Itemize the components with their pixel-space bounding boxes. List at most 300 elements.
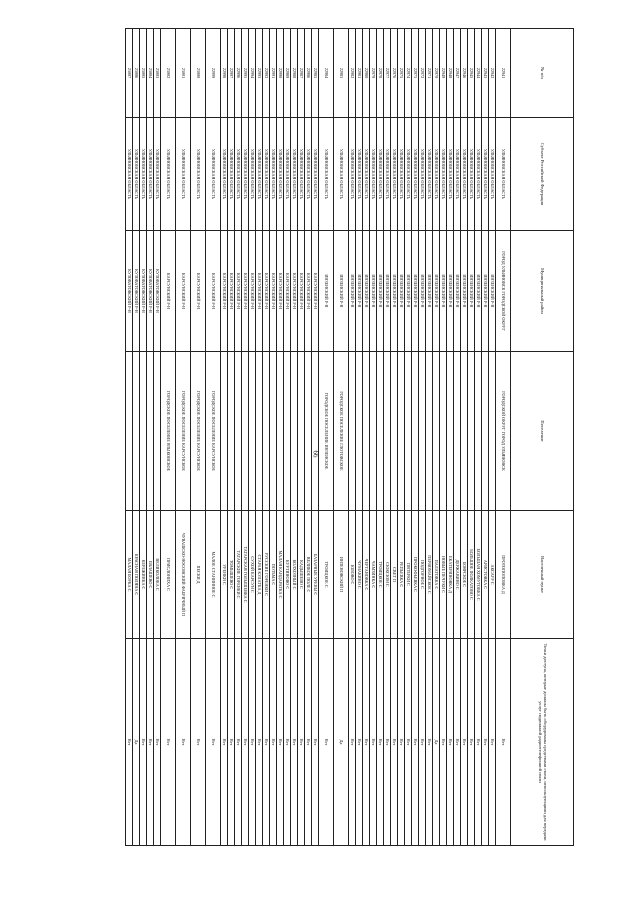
cell-subject: УЛЬЯНОВСКАЯ ОБЛАСТЬ: [284, 118, 291, 231]
cell-subject: УЛЬЯНОВСКАЯ ОБЛАСТЬ: [133, 118, 140, 231]
cell-district: ИНЗЕНСКИЙ Р-Н: [391, 231, 398, 352]
table-row: [475, 29, 482, 846]
cell-subject: УЛЬЯНОВСКАЯ ОБЛАСТЬ: [447, 118, 454, 231]
cell-access: Нет: [356, 639, 363, 846]
cell-num: 22998: [221, 29, 228, 118]
cell-district: КАРСУНСКИЙ Р-Н: [206, 231, 221, 352]
table-row: [256, 29, 263, 846]
table-row: [147, 29, 154, 846]
cell-num: 22989: [284, 29, 291, 118]
cell-num: 23007: [126, 29, 133, 118]
cell-settlement: [235, 352, 242, 511]
table-row: [405, 29, 412, 846]
cell-access: Нет: [221, 639, 228, 846]
cell-subject: УЛЬЯНОВСКАЯ ОБЛАСТЬ: [377, 118, 384, 231]
table-row: [447, 29, 454, 846]
cell-settlement: [356, 352, 363, 511]
cell-district: ИНЗЕНСКИЙ Р-Н: [405, 231, 412, 352]
cell-num: 22985: [312, 29, 319, 118]
cell-access: Нет: [377, 639, 384, 846]
header-num: № п/п: [511, 29, 574, 118]
cell-district: ИНЗЕНСКИЙ Р-Н: [377, 231, 384, 352]
cell-locality: НОВЫЕ ПЕЧУКИ С: [440, 511, 447, 639]
cell-access: Нет: [468, 639, 475, 846]
cell-num: 22995: [242, 29, 249, 118]
table-row: [126, 29, 133, 846]
cell-settlement: [363, 352, 370, 511]
table-row: [228, 29, 235, 846]
cell-access: Нет: [405, 639, 412, 846]
cell-locality: МАЛОЕ СТАНИННОЕ С: [206, 511, 221, 639]
cell-subject: УЛЬЯНОВСКАЯ ОБЛАСТЬ: [256, 118, 263, 231]
cell-access: Нет: [398, 639, 405, 846]
cell-locality: БОЛЬШАЯ ХОМУТОВКА С: [475, 511, 482, 639]
cell-num: 23001: [176, 29, 191, 118]
cell-settlement: [312, 352, 319, 511]
cell-subject: УЛЬЯНОВСКАЯ ОБЛАСТЬ: [461, 118, 468, 231]
table-row: [384, 29, 391, 846]
cell-access: Нет: [263, 639, 270, 846]
cell-subject: УЛЬЯНОВСКАЯ ОБЛАСТЬ: [147, 118, 154, 231]
cell-num: 22945: [468, 29, 475, 118]
table-row: [235, 29, 242, 846]
cell-locality: РУССКИЕ ГОРЕНКИ С: [263, 511, 270, 639]
cell-locality: ЕВЛАШЕВО С: [147, 511, 154, 639]
cell-subject: УЛЬЯНОВСКАЯ ОБЛАСТЬ: [405, 118, 412, 231]
cell-subject: УЛЬЯНОВСКАЯ ОБЛАСТЬ: [263, 118, 270, 231]
cell-locality: ТАТАРСКАЯ ГОЛЫШЕВКА С: [242, 511, 249, 639]
cell-subject: УЛЬЯНОВСКАЯ ОБЛАСТЬ: [277, 118, 284, 231]
table-row: [206, 29, 221, 846]
cell-access: Да: [433, 639, 440, 846]
cell-subject: УЛЬЯНОВСКАЯ ОБЛАСТЬ: [349, 118, 356, 231]
cell-district: ИНЗЕНСКИЙ Р-Н: [461, 231, 468, 352]
cell-district: ИНЗЕНСКИЙ Р-Н: [426, 231, 433, 352]
cell-settlement: [419, 352, 426, 511]
table-row: [277, 29, 284, 846]
cell-num: 22974: [405, 29, 412, 118]
cell-locality: МАЛАЯ БОРКА С: [126, 511, 133, 639]
cell-locality: ПРОКОФЬЕВКА С: [412, 511, 419, 639]
cell-access: Нет: [140, 639, 147, 846]
cell-num: 22992: [263, 29, 270, 118]
cell-district: КУЗОВАТОВСКИЙ Р-Н: [154, 231, 161, 352]
table-row: [377, 29, 384, 846]
table-row: [468, 29, 475, 846]
cell-access: Нет: [298, 639, 305, 846]
cell-settlement: [305, 352, 312, 511]
cell-locality: ДЕРЖАВИНО С: [454, 511, 461, 639]
cell-settlement: [154, 352, 161, 511]
cell-access: Нет: [447, 639, 454, 846]
cell-num: 23004: [147, 29, 154, 118]
table-body: [126, 29, 511, 846]
cell-locality: СУХОЙ КАРСУН С: [249, 511, 256, 639]
cell-settlement: [270, 352, 277, 511]
cell-num: 22973: [412, 29, 419, 118]
cell-access: Нет: [305, 639, 312, 846]
cell-num: 22990: [277, 29, 284, 118]
cell-district: КАРСУНСКИЙ Р-Н: [176, 231, 191, 352]
cell-settlement: ГОРОДСКОЕ ПОСЕЛЕНИЕ ЯЗЫКОВСКОЕ: [161, 352, 176, 511]
cell-locality: КОЛХОЗНЫЙ С: [291, 511, 298, 639]
cell-subject: УЛЬЯНОВСКАЯ ОБЛАСТЬ: [176, 118, 191, 231]
cell-district: КАРСУНСКИЙ Р-Н: [312, 231, 319, 352]
cell-subject: УЛЬЯНОВСКАЯ ОБЛАСТЬ: [221, 118, 228, 231]
cell-num: 22947: [454, 29, 461, 118]
cell-access: Нет: [461, 639, 468, 846]
table-row: [298, 29, 305, 846]
cell-subject: УЛЬЯНОВСКАЯ ОБЛАСТЬ: [412, 118, 419, 231]
cell-locality: ТРОИЦКОЕ С: [319, 511, 334, 639]
cell-subject: УЛЬЯНОВСКАЯ ОБЛАСТЬ: [363, 118, 370, 231]
table-row: [133, 29, 140, 846]
header-district: Муниципальный район: [511, 231, 574, 352]
cell-access: Нет: [426, 639, 433, 846]
cell-locality: ПОДГОРНОЕ С: [419, 511, 426, 639]
cell-settlement: [433, 352, 440, 511]
table-row: [489, 29, 496, 846]
cell-locality: УРЕНКИ С: [221, 511, 228, 639]
rotated-table-sheet: [96, 28, 574, 845]
cell-num: 22978: [377, 29, 384, 118]
cell-locality: БАЗАРНЫЕ УРЕНЫ С: [312, 511, 319, 639]
cell-access: Нет: [242, 639, 249, 846]
header-settlement: Поселение: [511, 352, 574, 511]
cell-district: КУЗОВАТОВСКИЙ Р-Н: [140, 231, 147, 352]
cell-settlement: [405, 352, 412, 511]
cell-locality: КУРТИНОВО С: [284, 511, 291, 639]
cell-locality: ЧАМЗИНКА С: [370, 511, 377, 639]
cell-settlement: ГОРОДСКОЕ ПОСЕЛЕНИЕ КАРСУНСКОЕ: [176, 352, 191, 511]
cell-district: КАРСУНСКИЙ Р-Н: [305, 231, 312, 352]
table-row: [334, 29, 349, 846]
cell-settlement: [291, 352, 298, 511]
cell-district: ИНЗЕНСКИЙ Р-Н: [454, 231, 461, 352]
cell-num: 22986: [305, 29, 312, 118]
cell-district: ИНЗЕНСКИЙ Р-Н: [363, 231, 370, 352]
cell-locality: КАДЫШЕВО С: [298, 511, 305, 639]
cell-settlement: [461, 352, 468, 511]
cell-locality: ТОМЫШЕВО С: [228, 511, 235, 639]
cell-district: ИНЗЕНСКИЙ Р-Н: [319, 231, 334, 352]
table-row: [419, 29, 426, 846]
cell-num: 22979: [370, 29, 377, 118]
cell-num: 22976: [391, 29, 398, 118]
cell-access: Нет: [191, 639, 206, 846]
cell-subject: УЛЬЯНОВСКАЯ ОБЛАСТЬ: [433, 118, 440, 231]
cell-district: ИНЗЕНСКИЙ Р-Н: [482, 231, 489, 352]
cell-subject: УЛЬЯНОВСКАЯ ОБЛАСТЬ: [356, 118, 363, 231]
cell-settlement: [242, 352, 249, 511]
cell-num: 22991: [270, 29, 277, 118]
cell-settlement: ГОРОДСКОЕ ПОСЕЛЕНИЕ ИНЗЕНСКОЕ: [319, 352, 334, 511]
cell-locality: ЕКАТЕРИНОВКА Д: [447, 511, 454, 639]
cell-settlement: [454, 352, 461, 511]
table-row: [426, 29, 433, 846]
table-row: [176, 29, 191, 846]
table-row: [312, 29, 319, 846]
cell-num: 23003: [154, 29, 161, 118]
cell-district: ИНЗЕНСКИЙ Р-Н: [356, 231, 363, 352]
cell-access: Нет: [147, 639, 154, 846]
cell-settlement: [126, 352, 133, 511]
cell-num: 22994: [249, 29, 256, 118]
cell-access: Нет: [489, 639, 496, 846]
cell-settlement: [284, 352, 291, 511]
cell-subject: УЛЬЯНОВСКАЯ ОБЛАСТЬ: [235, 118, 242, 231]
table-row: [242, 29, 249, 846]
cell-access: Нет: [319, 639, 334, 846]
cell-locality: БОЯРСКОЕ С: [461, 511, 468, 639]
cell-subject: УЛЬЯНОВСКАЯ ОБЛАСТЬ: [305, 118, 312, 231]
cell-settlement: [398, 352, 405, 511]
cell-settlement: [298, 352, 305, 511]
cell-num: 23002: [161, 29, 176, 118]
cell-locality: ЧУВАШСКО-НОСОВСКИЙ ФАБРИЧНЫЙ П: [176, 511, 191, 639]
cell-locality: ТАТАРСКИЕ ГОРЕНКИ С: [235, 511, 242, 639]
cell-subject: УЛЬЯНОВСКАЯ ОБЛАСТЬ: [270, 118, 277, 231]
table-row: [270, 29, 277, 846]
cell-access: Да: [334, 639, 349, 846]
cell-num: 22975: [398, 29, 405, 118]
cell-locality: ПЯТЕРКИ С: [405, 511, 412, 639]
cell-subject: УЛЬЯНОВСКАЯ ОБЛАСТЬ: [419, 118, 426, 231]
cell-locality: ТРОИЦКОЕ С: [377, 511, 384, 639]
cell-num: 22972: [419, 29, 426, 118]
cell-district: ИНЗЕНСКИЙ Р-Н: [384, 231, 391, 352]
cell-access: Нет: [363, 639, 370, 846]
cell-district: КАРСУНСКИЙ Р-Н: [249, 231, 256, 352]
cell-subject: УЛЬЯНОВСКАЯ ОБЛАСТЬ: [126, 118, 133, 231]
cell-subject: УЛЬЯНОВСКАЯ ОБЛАСТЬ: [242, 118, 249, 231]
cell-locality: ЮЛОВО С: [349, 511, 356, 639]
table-row: [496, 29, 511, 846]
cell-subject: УЛЬЯНОВСКАЯ ОБЛАСТЬ: [426, 118, 433, 231]
cell-settlement: ГОРОДСКОЕ ПОСЕЛЕНИЕ КАРСУНСКОЕ: [191, 352, 206, 511]
header-locality: Населенный пункт: [511, 511, 574, 639]
cell-settlement: [475, 352, 482, 511]
cell-locality: МАЛАЯ КАНДАРАТКА С: [277, 511, 284, 639]
table-row: [370, 29, 377, 846]
cell-num: 22996: [235, 29, 242, 118]
page-number: 66: [311, 450, 320, 458]
cell-access: Нет: [249, 639, 256, 846]
table-row: [391, 29, 398, 846]
cell-district: КАРСУНСКИЙ Р-Н: [235, 231, 242, 352]
cell-settlement: [391, 352, 398, 511]
cell-subject: УЛЬЯНОВСКАЯ ОБЛАСТЬ: [319, 118, 334, 231]
table-row: [284, 29, 291, 846]
cell-access: Нет: [126, 639, 133, 846]
cell-subject: УЛЬЯНОВСКАЯ ОБЛАСТЬ: [468, 118, 475, 231]
cell-access: Нет: [419, 639, 426, 846]
cell-subject: УЛЬЯНОВСКАЯ ОБЛАСТЬ: [312, 118, 319, 231]
header-access: Точки доступа, которые должны быть оборудованы средствами связи, использующими для передачи услуг подвижной радиотелефонной связи: [511, 639, 574, 846]
cell-locality: АКСАУР С: [489, 511, 496, 639]
cell-locality: ЧЕРТАНОВКА С: [363, 511, 370, 639]
cell-access: Нет: [228, 639, 235, 846]
cell-settlement: [482, 352, 489, 511]
cell-num: 22981: [356, 29, 363, 118]
cell-subject: УЛЬЯНОВСКАЯ ОБЛАСТЬ: [228, 118, 235, 231]
cell-num: 22982: [349, 29, 356, 118]
cell-subject: УЛЬЯНОВСКАЯ ОБЛАСТЬ: [206, 118, 221, 231]
table-row: [263, 29, 270, 846]
cell-settlement: [377, 352, 384, 511]
cell-access: Нет: [475, 639, 482, 846]
cell-subject: УЛЬЯНОВСКАЯ ОБЛАСТЬ: [496, 118, 511, 231]
cell-subject: УЛЬЯНОВСКАЯ ОБЛАСТЬ: [191, 118, 206, 231]
cell-access: Нет: [482, 639, 489, 846]
cell-district: КАРСУНСКИЙ Р-Н: [291, 231, 298, 352]
table-row: [319, 29, 334, 846]
cell-settlement: [468, 352, 475, 511]
cell-access: Нет: [412, 639, 419, 846]
table-row: [154, 29, 161, 846]
settlements-table: [125, 28, 574, 846]
cell-num: 22977: [384, 29, 391, 118]
cell-access: Да: [133, 639, 140, 846]
cell-district: ИНЗЕНСКИЙ Р-Н: [475, 231, 482, 352]
cell-settlement: [426, 352, 433, 511]
cell-num: 22993: [256, 29, 263, 118]
cell-settlement: [249, 352, 256, 511]
cell-settlement: [228, 352, 235, 511]
cell-access: Нет: [256, 639, 263, 846]
cell-subject: УЛЬЯНОВСКАЯ ОБЛАСТЬ: [440, 118, 447, 231]
cell-district: КАРСУНСКИЙ Р-Н: [191, 231, 206, 352]
cell-subject: УЛЬЯНОВСКАЯ ОБЛАСТЬ: [140, 118, 147, 231]
table-row: [305, 29, 312, 846]
cell-num: 22987: [298, 29, 305, 118]
cell-district: КАРСУНСКИЙ Р-Н: [161, 231, 176, 352]
cell-num: 22983: [334, 29, 349, 118]
table-row: [461, 29, 468, 846]
cell-district: КАРСУНСКИЙ Р-Н: [270, 231, 277, 352]
cell-num: 23006: [133, 29, 140, 118]
table-row: [482, 29, 489, 846]
cell-subject: УЛЬЯНОВСКАЯ ОБЛАСТЬ: [154, 118, 161, 231]
cell-subject: УЛЬЯНОВСКАЯ ОБЛАСТЬ: [391, 118, 398, 231]
table-row: [433, 29, 440, 846]
cell-access: Нет: [154, 639, 161, 846]
cell-settlement: [263, 352, 270, 511]
table-row: [221, 29, 228, 846]
cell-district: ИНЗЕНСКИЙ Р-Н: [370, 231, 377, 352]
cell-num: 22997: [228, 29, 235, 118]
table-row: [454, 29, 461, 846]
table-row: [291, 29, 298, 846]
cell-district: КАРСУНСКИЙ Р-Н: [263, 231, 270, 352]
cell-subject: УЛЬЯНОВСКАЯ ОБЛАСТЬ: [475, 118, 482, 231]
cell-district: КАРСУНСКИЙ Р-Н: [221, 231, 228, 352]
cell-district: ИНЗЕНСКИЙ Р-Н: [419, 231, 426, 352]
cell-subject: УЛЬЯНОВСКАЯ ОБЛАСТЬ: [334, 118, 349, 231]
cell-num: 22970: [433, 29, 440, 118]
cell-district: КУЗОВАТОВСКИЙ Р-Н: [133, 231, 140, 352]
cell-settlement: [133, 352, 140, 511]
table-row: [440, 29, 447, 846]
table-row: [191, 29, 206, 846]
cell-access: Нет: [370, 639, 377, 846]
cell-num: 22948: [447, 29, 454, 118]
table-row: [349, 29, 356, 846]
cell-access: Нет: [496, 639, 511, 846]
cell-access: Нет: [440, 639, 447, 846]
cell-subject: УЛЬЯНОВСКАЯ ОБЛАСТЬ: [384, 118, 391, 231]
cell-locality: КЕРЕЖИНКА С: [140, 511, 147, 639]
table-row: [140, 29, 147, 846]
cell-num: 22942: [489, 29, 496, 118]
cell-locality: ИНЗЕНОВСКИЙ П: [334, 511, 349, 639]
table-row: [363, 29, 370, 846]
cell-locality: БОЛЬШОЕ ПОЛКАТОВО С: [468, 511, 475, 639]
cell-access: Нет: [206, 639, 221, 846]
cell-subject: УЛЬЯНОВСКАЯ ОБЛАСТЬ: [454, 118, 461, 231]
cell-locality: КРАСНАЯ ПОЛЯНА С: [133, 511, 140, 639]
cell-subject: УЛЬЯНОВСКАЯ ОБЛАСТЬ: [482, 118, 489, 231]
cell-district: ИНЗЕНСКИЙ Р-Н: [334, 231, 349, 352]
cell-num: 22941: [496, 29, 511, 118]
cell-settlement: [489, 352, 496, 511]
cell-district: ИНЗЕНСКИЙ Р-Н: [489, 231, 496, 352]
cell-district: ГОРОД УЛЬЯНОВСК ГОРОДСКОЙ ОКРУГ: [496, 231, 511, 352]
cell-access: Нет: [161, 639, 176, 846]
cell-locality: ПРИСЛОНИХА С: [161, 511, 176, 639]
cell-num: 22971: [426, 29, 433, 118]
cell-settlement: [440, 352, 447, 511]
cell-locality: ЧУМАКИНО С: [356, 511, 363, 639]
cell-access: Нет: [291, 639, 298, 846]
cell-settlement: [147, 352, 154, 511]
cell-num: 22984: [319, 29, 334, 118]
cell-num: 22999: [206, 29, 221, 118]
table-row: [356, 29, 363, 846]
cell-locality: РЕПЬЕВКА С: [398, 511, 405, 639]
cell-num: 22988: [291, 29, 298, 118]
cell-locality: ВЕЛИКОЛОКА С: [154, 511, 161, 639]
cell-district: ИНЗЕНСКИЙ Р-Н: [440, 231, 447, 352]
cell-access: Нет: [176, 639, 191, 846]
cell-settlement: ГОРОДСКОЙ ОКРУГ ГОРОД УЛЬЯНОВСК: [496, 352, 511, 511]
cell-num: 22943: [482, 29, 489, 118]
cell-district: ИНЗЕНСКИЙ Р-Н: [412, 231, 419, 352]
cell-district: КАРСУНСКИЙ Р-Н: [242, 231, 249, 352]
cell-district: КАРСУНСКИЙ Р-Н: [228, 231, 235, 352]
cell-access: Нет: [284, 639, 291, 846]
cell-settlement: [384, 352, 391, 511]
cell-locality: ВЕЛИКОЕ ПОЛЕ С: [305, 511, 312, 639]
cell-locality: ПЕРВОМАЙСКОЕ С: [426, 511, 433, 639]
cell-subject: УЛЬЯНОВСКАЯ ОБЛАСТЬ: [298, 118, 305, 231]
cell-locality: СТАРАЯ КУЛАТКА Д: [256, 511, 263, 639]
cell-settlement: ГОРОДСКОЕ ПОСЕЛЕНИЕ КАРСУНСКОЕ: [206, 352, 221, 511]
cell-subject: УЛЬЯНОВСКАЯ ОБЛАСТЬ: [370, 118, 377, 231]
cell-district: ИНЗЕНСКИЙ Р-Н: [468, 231, 475, 352]
cell-access: Нет: [454, 639, 461, 846]
cell-settlement: [277, 352, 284, 511]
cell-settlement: [221, 352, 228, 511]
cell-settlement: [412, 352, 419, 511]
cell-access: Нет: [384, 639, 391, 846]
cell-access: Нет: [277, 639, 284, 846]
cell-locality: ПРОТОПОПОВКА Д: [496, 511, 511, 639]
cell-num: 22946: [461, 29, 468, 118]
table-row: [249, 29, 256, 846]
table-row: [161, 29, 176, 846]
cell-locality: СЮКСЮМ С: [384, 511, 391, 639]
